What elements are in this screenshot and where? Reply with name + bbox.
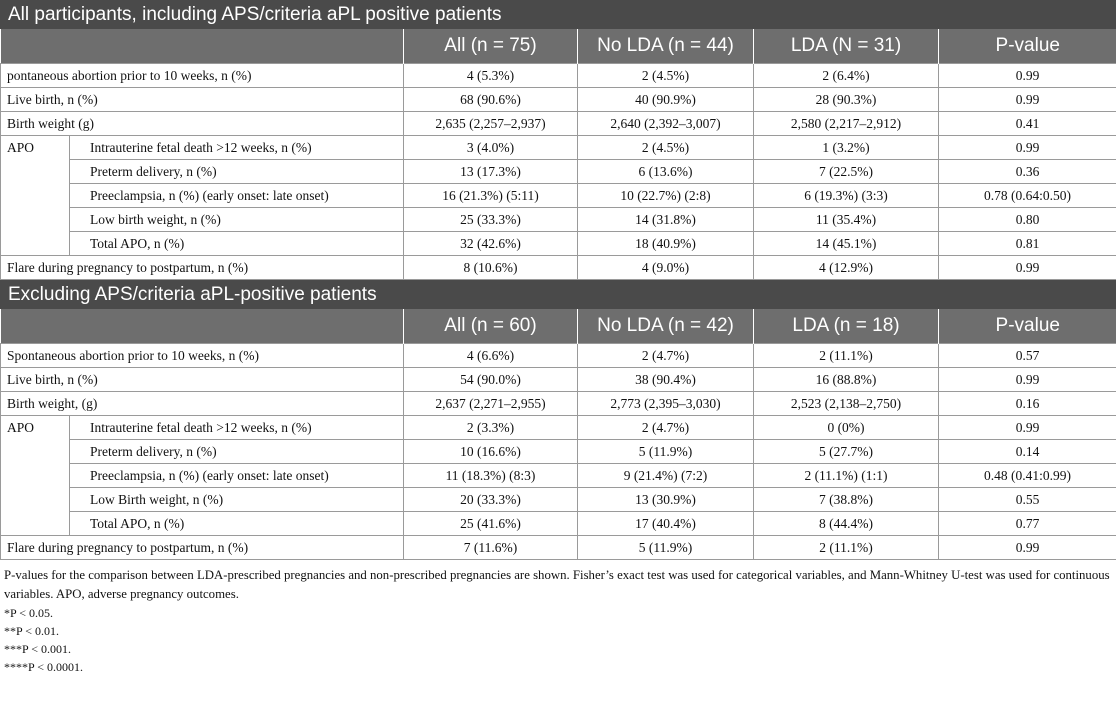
cell-p-value: 0.99	[939, 88, 1116, 112]
row-label: pontaneous abortion prior to 10 weeks, n (%)	[1, 64, 404, 88]
significance-2: **P < 0.01.	[4, 624, 59, 638]
table-row	[1, 64, 1116, 88]
section-title: Excluding APS/criteria aPL-positive patients	[0, 280, 1116, 309]
row-label: Birth weight (g)	[1, 112, 404, 136]
section-table	[0, 29, 1116, 280]
cell-p-value: 0.99	[939, 368, 1116, 392]
cell-no-lda: 14 (31.8%)	[578, 208, 754, 232]
cell-lda: 2 (6.4%)	[754, 64, 939, 88]
cell-lda: 0 (0%)	[754, 416, 939, 440]
table-row	[1, 512, 1116, 536]
header-blank	[1, 29, 404, 64]
cell-p-value: 0.36	[939, 160, 1116, 184]
row-label: Flare during pregnancy to postpartum, n (%)	[1, 256, 404, 280]
cell-p-value: 0.99	[939, 136, 1116, 160]
cell-lda: 2 (11.1%)	[754, 536, 939, 560]
row-label: Live birth, n (%)	[1, 88, 404, 112]
row-label: Low birth weight, n (%)	[70, 208, 404, 232]
table-row	[1, 344, 1116, 368]
section-title: All participants, including APS/criteria aPL positive patients	[0, 0, 1116, 29]
cell-no-lda: 2 (4.5%)	[578, 136, 754, 160]
significance-1: *P < 0.05.	[4, 606, 53, 620]
table-row	[1, 184, 1116, 208]
table-row	[1, 136, 1116, 160]
header-p-value: P-value	[939, 309, 1116, 344]
cell-lda: 2,523 (2,138–2,750)	[754, 392, 939, 416]
table-row	[1, 536, 1116, 560]
cell-all: 7 (11.6%)	[404, 536, 578, 560]
row-label: Birth weight, (g)	[1, 392, 404, 416]
header-row	[1, 29, 1116, 64]
cell-p-value: 0.16	[939, 392, 1116, 416]
table-row	[1, 464, 1116, 488]
row-label: Spontaneous abortion prior to 10 weeks, n (%)	[1, 344, 404, 368]
header-blank	[1, 309, 404, 344]
header-row	[1, 309, 1116, 344]
cell-no-lda: 2,773 (2,395–3,030)	[578, 392, 754, 416]
cell-lda: 28 (90.3%)	[754, 88, 939, 112]
table-row	[1, 392, 1116, 416]
cell-lda: 16 (88.8%)	[754, 368, 939, 392]
header-all: All (n = 60)	[404, 309, 578, 344]
significance-3: ***P < 0.001.	[4, 642, 71, 656]
cell-all: 3 (4.0%)	[404, 136, 578, 160]
row-label: Intrauterine fetal death >12 weeks, n (%)	[70, 416, 404, 440]
footnote-text: P-values for the comparison between LDA-prescribed pregnancies and non-prescribed pregnancies are shown. Fisher’s exact test was used for categorical variables, and Mann-Whitney U-test was used for continuous variables. APO, adverse pregnancy outcomes.	[4, 568, 1110, 601]
cell-p-value: 0.81	[939, 232, 1116, 256]
cell-all: 25 (41.6%)	[404, 512, 578, 536]
table-row	[1, 160, 1116, 184]
cell-lda: 8 (44.4%)	[754, 512, 939, 536]
cell-lda: 1 (3.2%)	[754, 136, 939, 160]
cell-all: 10 (16.6%)	[404, 440, 578, 464]
cell-lda: 6 (19.3%) (3:3)	[754, 184, 939, 208]
row-label: Low Birth weight, n (%)	[70, 488, 404, 512]
cell-all: 4 (6.6%)	[404, 344, 578, 368]
cell-p-value: 0.99	[939, 64, 1116, 88]
cell-all: 32 (42.6%)	[404, 232, 578, 256]
cell-all: 68 (90.6%)	[404, 88, 578, 112]
cell-p-value: 0.78 (0.64:0.50)	[939, 184, 1116, 208]
header-p-value: P-value	[939, 29, 1116, 64]
row-label: Live birth, n (%)	[1, 368, 404, 392]
header-all: All (n = 75)	[404, 29, 578, 64]
cell-no-lda: 38 (90.4%)	[578, 368, 754, 392]
cell-lda: 5 (27.7%)	[754, 440, 939, 464]
row-label: Intrauterine fetal death >12 weeks, n (%)	[70, 136, 404, 160]
header-no-lda: No LDA (n = 44)	[578, 29, 754, 64]
cell-no-lda: 2 (4.7%)	[578, 416, 754, 440]
cell-p-value: 0.14	[939, 440, 1116, 464]
cell-lda: 4 (12.9%)	[754, 256, 939, 280]
cell-all: 16 (21.3%) (5:11)	[404, 184, 578, 208]
cell-lda: 14 (45.1%)	[754, 232, 939, 256]
row-label: Flare during pregnancy to postpartum, n (%)	[1, 536, 404, 560]
cell-all: 2 (3.3%)	[404, 416, 578, 440]
cell-all: 2,635 (2,257–2,937)	[404, 112, 578, 136]
cell-p-value: 0.99	[939, 256, 1116, 280]
table-row	[1, 256, 1116, 280]
table-row	[1, 112, 1116, 136]
cell-no-lda: 2,640 (2,392–3,007)	[578, 112, 754, 136]
cell-lda: 11 (35.4%)	[754, 208, 939, 232]
cell-lda: 2 (11.1%)	[754, 344, 939, 368]
table-row	[1, 416, 1116, 440]
row-label: Preterm delivery, n (%)	[70, 160, 404, 184]
cell-p-value: 0.41	[939, 112, 1116, 136]
cell-p-value: 0.80	[939, 208, 1116, 232]
cell-all: 20 (33.3%)	[404, 488, 578, 512]
apo-group-label: APO	[1, 136, 70, 256]
row-label: Preterm delivery, n (%)	[70, 440, 404, 464]
header-lda: LDA (n = 18)	[754, 309, 939, 344]
cell-all: 11 (18.3%) (8:3)	[404, 464, 578, 488]
cell-no-lda: 5 (11.9%)	[578, 536, 754, 560]
cell-lda: 7 (22.5%)	[754, 160, 939, 184]
cell-p-value: 0.77	[939, 512, 1116, 536]
cell-no-lda: 9 (21.4%) (7:2)	[578, 464, 754, 488]
header-no-lda: No LDA (n = 42)	[578, 309, 754, 344]
table-row	[1, 440, 1116, 464]
row-label: Preeclampsia, n (%) (early onset: late onset)	[70, 464, 404, 488]
cell-p-value: 0.99	[939, 536, 1116, 560]
cell-no-lda: 13 (30.9%)	[578, 488, 754, 512]
cell-no-lda: 5 (11.9%)	[578, 440, 754, 464]
table-row	[1, 368, 1116, 392]
cell-all: 25 (33.3%)	[404, 208, 578, 232]
cell-no-lda: 2 (4.5%)	[578, 64, 754, 88]
cell-all: 4 (5.3%)	[404, 64, 578, 88]
cell-no-lda: 6 (13.6%)	[578, 160, 754, 184]
table-row	[1, 208, 1116, 232]
header-lda: LDA (N = 31)	[754, 29, 939, 64]
cell-p-value: 0.57	[939, 344, 1116, 368]
table-footnotes	[0, 560, 1116, 676]
cell-lda: 2,580 (2,217–2,912)	[754, 112, 939, 136]
row-label: Total APO, n (%)	[70, 232, 404, 256]
cell-p-value: 0.99	[939, 416, 1116, 440]
cell-no-lda: 40 (90.9%)	[578, 88, 754, 112]
row-label: Preeclampsia, n (%) (early onset: late onset)	[70, 184, 404, 208]
significance-4: ****P < 0.0001.	[4, 660, 83, 674]
table-row	[1, 232, 1116, 256]
cell-all: 54 (90.0%)	[404, 368, 578, 392]
cell-no-lda: 17 (40.4%)	[578, 512, 754, 536]
table-row	[1, 488, 1116, 512]
row-label: Total APO, n (%)	[70, 512, 404, 536]
cell-no-lda: 10 (22.7%) (2:8)	[578, 184, 754, 208]
cell-all: 2,637 (2,271–2,955)	[404, 392, 578, 416]
cell-lda: 2 (11.1%) (1:1)	[754, 464, 939, 488]
cell-lda: 7 (38.8%)	[754, 488, 939, 512]
cell-no-lda: 4 (9.0%)	[578, 256, 754, 280]
apo-group-label: APO	[1, 416, 70, 536]
cell-no-lda: 18 (40.9%)	[578, 232, 754, 256]
cell-all: 8 (10.6%)	[404, 256, 578, 280]
cell-no-lda: 2 (4.7%)	[578, 344, 754, 368]
cell-all: 13 (17.3%)	[404, 160, 578, 184]
section-table	[0, 309, 1116, 560]
cell-p-value: 0.55	[939, 488, 1116, 512]
cell-p-value: 0.48 (0.41:0.99)	[939, 464, 1116, 488]
table-row	[1, 88, 1116, 112]
